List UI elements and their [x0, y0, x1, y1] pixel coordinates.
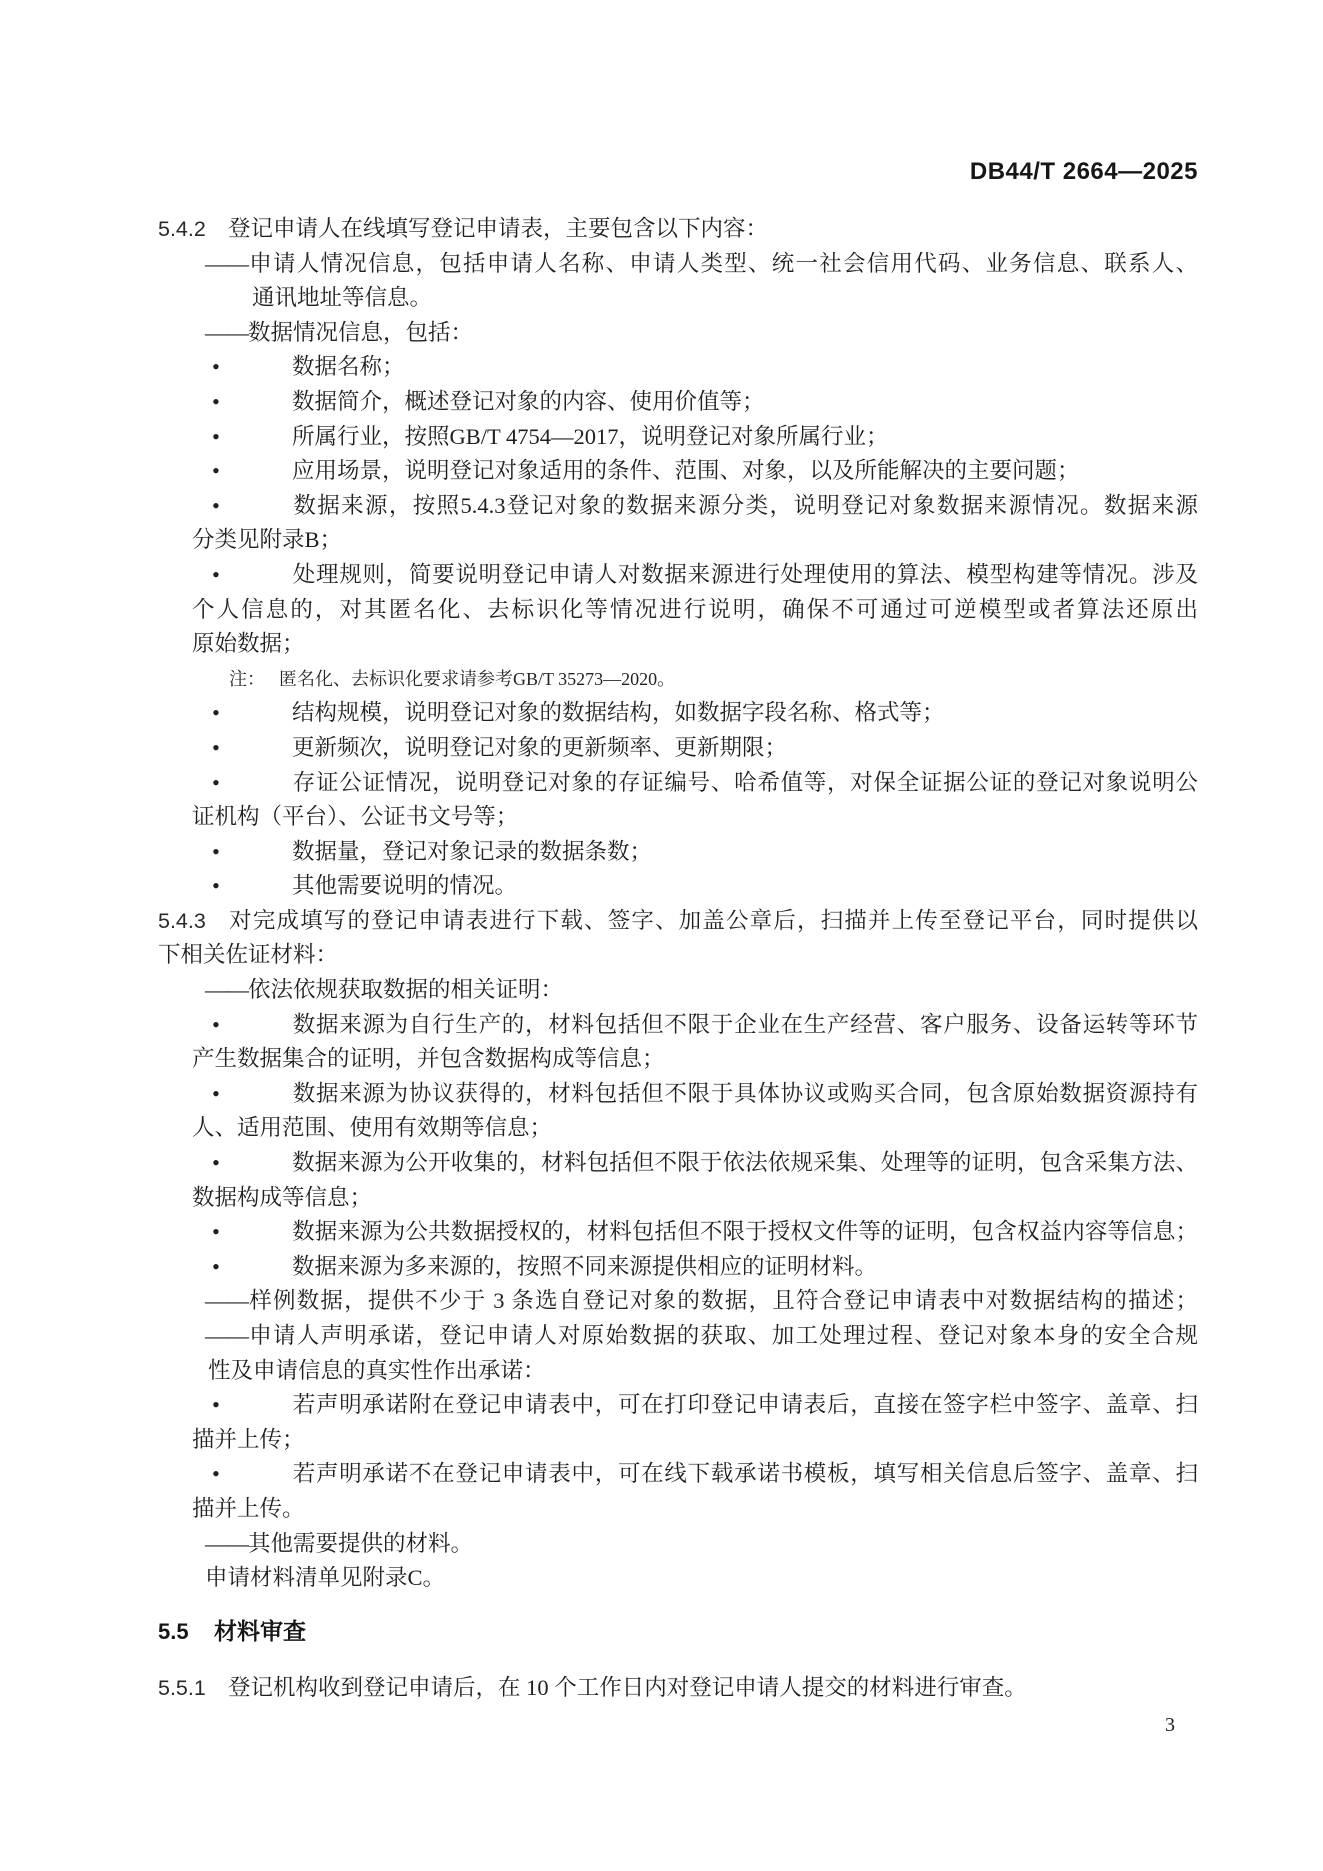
bullet-list-item — [158, 350, 1198, 385]
bullet-list-item — [158, 1077, 1198, 1112]
bullet-list-item — [158, 696, 1198, 731]
dash-list-item — [158, 316, 1198, 351]
dash-list-item — [158, 1284, 1198, 1319]
bullet-icon: • — [212, 1219, 220, 1245]
bullet-icon: • — [212, 388, 220, 414]
bullet-list-item — [158, 1250, 1198, 1285]
section-heading — [158, 1614, 1198, 1650]
line-text: 数据来源为协议获得的，材料包括但不限于具体协议或购买合同，包含原始数据资源持有 — [292, 1080, 1198, 1106]
line-text: 申请人情况信息，包括申请人名称、申请人类型、统一社会信用代码、业务信息、联系人、 — [248, 250, 1198, 276]
bullet-icon: • — [212, 700, 220, 726]
page-number: 3 — [1165, 1714, 1175, 1736]
bullet-icon: • — [212, 873, 220, 899]
text-line — [158, 1042, 1198, 1077]
line-text: 其他需要说明的情况。 — [292, 873, 518, 899]
bullet-icon: • — [212, 561, 220, 587]
line-text: 登记机构收到登记申请后，在 10 个工作日内对登记申请人提交的材料进行审查。 — [228, 1675, 1027, 1701]
line-text: 通讯地址等信息。 — [252, 285, 433, 311]
bullet-list-item — [158, 420, 1198, 455]
bullet-list-item — [158, 1146, 1198, 1181]
bullet-icon: • — [212, 734, 220, 760]
bullet-icon: • — [212, 423, 220, 449]
section-number: 5.4.3 — [158, 908, 206, 933]
line-text: 存证公证情况，说明登记对象的存证编号、哈希值等，对保全证据公证的登记对象说明公 — [292, 769, 1198, 795]
dash-list-item — [158, 1527, 1198, 1562]
dash-marker: —— — [205, 319, 248, 345]
dash-marker: —— — [205, 1530, 248, 1556]
line-text: 应用场景，说明登记对象适用的条件、范围、对象，以及所能解决的主要问题； — [292, 458, 1080, 484]
dash-marker: —— — [205, 250, 248, 276]
line-text: 下相关佐证材料： — [158, 942, 339, 968]
text-line — [158, 1354, 1198, 1389]
text-line — [158, 800, 1198, 835]
line-text: 更新频次，说明登记对象的更新频率、更新期限； — [292, 734, 788, 760]
bullet-icon: • — [212, 769, 220, 795]
line-text: 人、适用范围、使用有效期等信息； — [192, 1115, 553, 1141]
line-text: 数据来源为公共数据授权的，材料包括但不限于授权文件等的证明，包含权益内容等信息； — [292, 1219, 1198, 1245]
section-number: 5.5 — [158, 1618, 189, 1644]
bullet-list-item — [158, 1388, 1198, 1423]
bullet-list-item — [158, 489, 1198, 524]
bullet-icon: • — [212, 458, 220, 484]
line-text: 其他需要提供的材料。 — [248, 1530, 474, 1556]
line-text: 数据情况信息，包括： — [248, 319, 474, 345]
line-text: 数据简介，概述登记对象的内容、使用价值等； — [292, 388, 765, 414]
bullet-icon: • — [212, 354, 220, 380]
line-text: 数据名称； — [292, 354, 405, 380]
bullet-list-item — [158, 1457, 1198, 1492]
dash-list-item — [158, 1319, 1198, 1354]
line-text: 若声明承诺不在登记申请表中，可在线下载承诺书模板，填写相关信息后签字、盖章、扫 — [292, 1461, 1198, 1487]
text-line — [158, 523, 1198, 558]
line-text: 对完成填写的登记申请表进行下载、签字、加盖公章后，扫描并上传至登记平台，同时提供以 — [228, 907, 1198, 933]
line-text: 产生数据集合的证明，并包含数据构成等信息； — [192, 1046, 665, 1072]
dash-list-item — [158, 973, 1198, 1008]
line-text: 处理规则，简要说明登记申请人对数据来源进行处理使用的算法、模型构建等情况。涉及 — [292, 561, 1198, 587]
bullet-icon: • — [212, 1461, 220, 1487]
dash-marker: —— — [205, 1323, 248, 1348]
line-text: 证机构（平台）、公证书文号等； — [192, 804, 519, 830]
bullet-list-item — [158, 558, 1198, 593]
line-text: 个人信息的，对其匿名化、去标识化等情况进行说明，确保不可通过可逆模型或者算法还原出 — [192, 596, 1198, 622]
line-text: 所属行业，按照GB/T 4754—2017，说明登记对象所属行业； — [292, 423, 889, 449]
line-text: 依法依规获取数据的相关证明： — [248, 977, 564, 1003]
line-text: 样例数据，提供不少于 3 条选自登记对象的数据，且符合登记申请表中对数据结构的描述； — [248, 1288, 1198, 1314]
bullet-list-item — [158, 454, 1198, 489]
text-line — [158, 938, 1198, 973]
text-line — [158, 1111, 1198, 1146]
note-line — [158, 662, 1198, 697]
bullet-icon: • — [212, 1080, 220, 1106]
dash-list-item — [158, 247, 1198, 282]
line-text: 结构规模，说明登记对象的数据结构，如数据字段名称、格式等； — [292, 700, 945, 726]
text-line — [158, 627, 1198, 662]
section-number: 5.4.2 — [158, 217, 206, 241]
section-paragraph — [158, 1671, 1198, 1706]
bullet-list-item — [158, 835, 1198, 870]
line-text: 数据来源为公开收集的，材料包括但不限于依法依规采集、处理等的证明，包含采集方法、 — [292, 1150, 1198, 1176]
bullet-icon: • — [212, 1253, 220, 1279]
dash-marker: —— — [205, 1288, 248, 1314]
line-text: 描并上传。 — [192, 1495, 305, 1521]
line-text: 材料审查 — [214, 1617, 306, 1644]
note-label: 注： — [229, 668, 265, 689]
text-line — [158, 1181, 1198, 1216]
bullet-list-item — [158, 869, 1198, 904]
bullet-icon: • — [212, 492, 220, 518]
document-body — [158, 212, 1198, 1706]
line-text: 描并上传； — [192, 1426, 305, 1452]
line-text: 数据来源为自行生产的，材料包括但不限于企业在生产经营、客户服务、设备运转等环节 — [292, 1011, 1198, 1037]
bullet-icon: • — [212, 1392, 220, 1418]
bullet-list-item — [158, 731, 1198, 766]
bullet-icon: • — [212, 1011, 220, 1037]
line-text: 若声明承诺附在登记申请表中，可在打印登记申请表后，直接在签字栏中签字、盖章、扫 — [292, 1392, 1198, 1418]
text-line — [158, 1561, 1198, 1596]
line-text: 原始数据； — [192, 631, 305, 657]
dash-marker: —— — [205, 977, 248, 1003]
line-text: 匿名化、去标识化要求请参考GB/T 35273—2020。 — [279, 668, 676, 689]
line-text: 数据来源为多来源的，按照不同来源提供相应的证明材料。 — [292, 1253, 878, 1279]
bullet-list-item — [158, 1008, 1198, 1043]
bullet-list-item — [158, 385, 1198, 420]
line-text: 分类见附录B； — [192, 527, 343, 553]
line-text: 性及申请信息的真实性作出承诺： — [208, 1357, 546, 1383]
bullet-list-item — [158, 1215, 1198, 1250]
section-paragraph — [158, 904, 1198, 939]
section-paragraph — [158, 212, 1198, 247]
line-text: 数据来源，按照5.4.3登记对象的数据来源分类，说明登记对象数据来源情况。数据来源 — [292, 492, 1198, 518]
bullet-icon: • — [212, 1150, 220, 1176]
standard-number: DB44/T 2664—2025 — [969, 158, 1198, 185]
bullet-list-item — [158, 766, 1198, 801]
line-text: 申请材料清单见附录C。 — [205, 1565, 446, 1591]
line-text: 数据构成等信息； — [192, 1184, 373, 1210]
bullet-icon: • — [212, 838, 220, 864]
line-text: 申请人声明承诺，登记申请人对原始数据的获取、加工处理过程、登记对象本身的安全合规 — [248, 1323, 1198, 1348]
text-line — [158, 1492, 1198, 1527]
section-number: 5.5.1 — [158, 1676, 206, 1701]
line-text: 数据量，登记对象记录的数据条数； — [292, 838, 653, 864]
text-line — [158, 1423, 1198, 1458]
text-line — [158, 593, 1198, 628]
text-line — [158, 281, 1198, 316]
line-text: 登记申请人在线填写登记申请表，主要包含以下内容： — [228, 216, 769, 241]
